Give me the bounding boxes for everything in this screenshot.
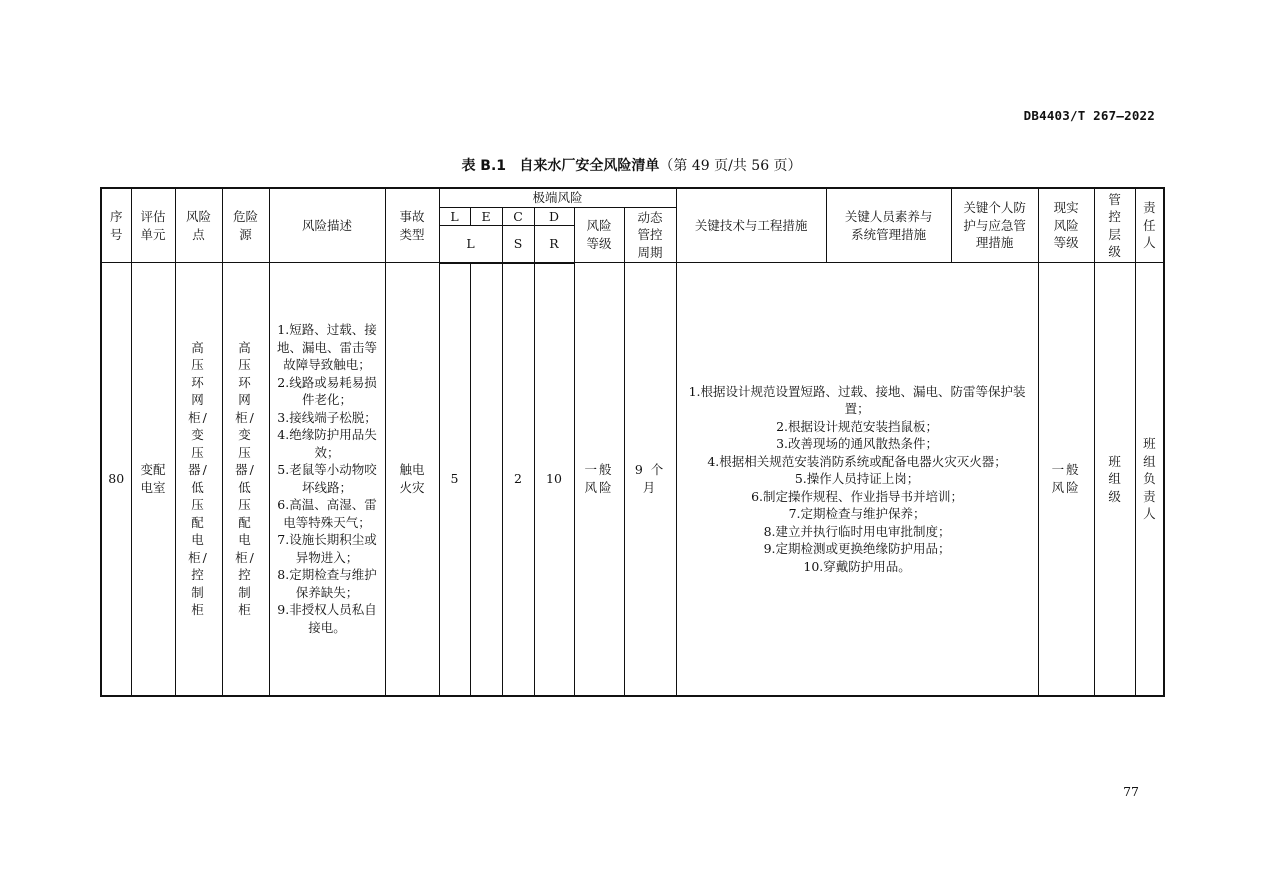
- caption-label: 表 B.1: [461, 158, 507, 174]
- table-row: [101, 263, 1164, 696]
- cell-D: 10: [534, 263, 574, 696]
- col-personnel-measures-header: 关键人员素养与系统管理措施: [826, 188, 951, 263]
- col-L-sub-header: L: [439, 226, 502, 263]
- description-item: 9.非授权人员私自接电。: [277, 602, 377, 635]
- cell-risk-point: 高压环网柜/变压器/低压配电柜/控制柜: [175, 263, 222, 696]
- col-L-header: L: [439, 207, 470, 226]
- risk-table: [100, 187, 1165, 697]
- caption-title: 自来水厂安全风险清单: [519, 158, 660, 174]
- col-S-sub-header: S: [502, 226, 534, 263]
- description-item: 8.定期检查与维护保养缺失；: [277, 567, 377, 600]
- cell-accident-type: 触电火灾: [385, 263, 439, 696]
- col-dynamic-cycle-header: 动态管控周期: [624, 207, 676, 263]
- cell-control-level: 班组级: [1094, 263, 1135, 696]
- description-item: 6.高温、高湿、雷电等特殊天气；: [277, 497, 377, 530]
- cell-unit: 变配电室: [131, 263, 175, 696]
- description-item: 4.绝缘防护用品失效；: [277, 427, 377, 460]
- cell-seq: 80: [101, 263, 131, 696]
- description-item: 5.老鼠等小动物咬坏线路；: [277, 462, 377, 495]
- tech-measure-item: 6.制定操作规程、作业指导书并培训；: [751, 488, 964, 504]
- page-number: 77: [1123, 784, 1139, 799]
- table-caption: [0, 155, 1263, 175]
- col-accident-type-header: 事故类型: [385, 188, 439, 263]
- description-item: 7.设施长期积尘或异物进入；: [277, 532, 377, 565]
- cell-hazard: 高压环网柜/变压器/低压配电柜/控制柜: [222, 263, 269, 696]
- description-item: 3.接线端子松脱；: [277, 409, 377, 425]
- standard-code: DB4403/T 267—2022: [1023, 108, 1155, 123]
- cell-C: 2: [502, 263, 534, 696]
- description-item: 1.短路、过载、接地、漏电、雷击等故障导致触电；: [276, 322, 377, 373]
- cell-E: [470, 263, 502, 696]
- cell-tech-measures: [676, 263, 1038, 696]
- col-extreme-risk-header: 极端风险: [439, 188, 676, 207]
- tech-measure-item: 8.建立并执行临时用电审批制度；: [763, 523, 951, 539]
- caption-page-note: （第 49 页/共 56 页）: [659, 158, 802, 174]
- col-D-header: D: [534, 207, 574, 226]
- tech-measure-item: 7.定期检查与维护保养；: [788, 506, 926, 521]
- cell-dynamic-cycle: 9 个月: [624, 263, 676, 696]
- tech-measure-item: 4.根据相关规范安装消防系统或配备电器火灾灭火器；: [707, 453, 1007, 469]
- cell-L: 5: [439, 263, 470, 696]
- cell-actual-level: 一般风险: [1038, 263, 1094, 696]
- col-risk-point-header: 风险点: [175, 188, 222, 263]
- tech-measure-item: 10.穿戴防护用品。: [803, 558, 911, 574]
- tech-measure-item: 1.根据设计规范设置短路、过载、接地、漏电、防雷等保护装置；: [688, 383, 1026, 416]
- cell-responsible: 班组负责人: [1135, 263, 1164, 696]
- col-responsible-header: 责任人: [1135, 188, 1164, 263]
- description-item: 2.线路或易耗易损件老化；: [277, 374, 377, 408]
- col-risk-level-header: 风险等级: [574, 207, 624, 263]
- col-hazard-header: 危险源: [222, 188, 269, 263]
- col-tech-measures-header: 关键技术与工程措施: [676, 188, 826, 263]
- tech-measure-item: 2.根据设计规范安装挡鼠板；: [776, 418, 939, 434]
- col-R-sub-header: R: [534, 226, 574, 263]
- tech-measure-item: 3.改善现场的通风散热条件；: [776, 436, 939, 451]
- cell-risk-level: 一般风险: [574, 263, 624, 696]
- col-actual-level-header: 现实风险等级: [1038, 188, 1094, 263]
- col-seq-header: 序号: [101, 188, 131, 263]
- col-description-header: 风险描述: [269, 188, 385, 263]
- col-control-level-header: 管控层级: [1094, 188, 1135, 263]
- col-unit-header: 评估单元: [131, 188, 175, 263]
- cell-description: [269, 263, 385, 696]
- tech-measure-item: 5.操作人员持证上岗；: [794, 471, 920, 486]
- col-E-header: E: [470, 207, 502, 226]
- header-row-1: [101, 188, 1164, 207]
- col-protection-measures-header: 关键个人防护与应急管理措施: [951, 188, 1038, 263]
- col-C-header: C: [502, 207, 534, 226]
- tech-measure-item: 9.定期检测或更换绝缘防护用品；: [763, 541, 951, 556]
